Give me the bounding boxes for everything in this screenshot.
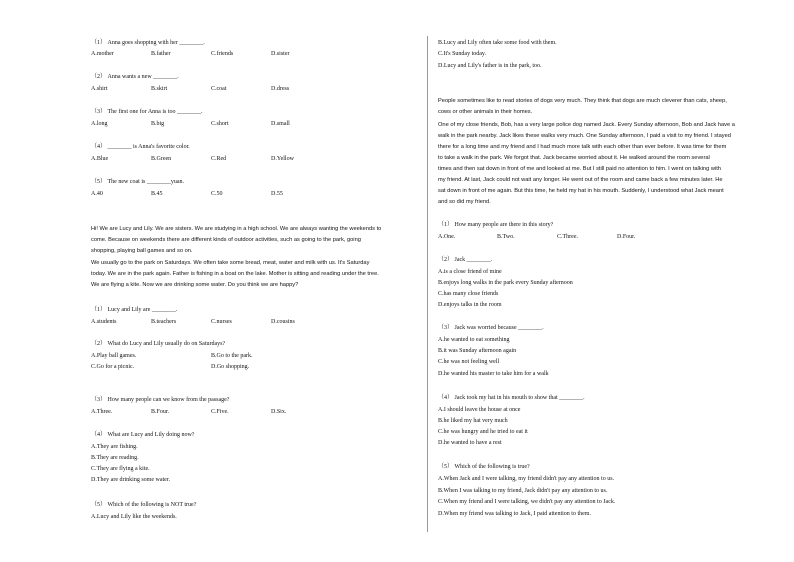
option[interactable]: B.teachers [151,319,177,325]
passage-line: sat down in front of me again. But this time, he held my hat in his mouth. Suddenly, I understood what Jack meant [438,188,724,194]
option[interactable]: B.enjoys long walks in the park every Sunday afternoon [438,280,573,286]
passage-line: cows or other animals in their homes. [438,109,533,115]
option[interactable]: B.45 [151,191,163,197]
option[interactable]: A.he wanted to eat something [438,337,510,343]
passage-line: walk in the park nearby. Jack likes these walks very much. One Sunday afternoon, I paid a visit to my friend. I stayed [438,133,731,139]
column-divider [427,36,428,532]
option[interactable]: A.I should leave the house at once [438,407,521,413]
option[interactable]: D.he wanted to have a rest [438,440,502,446]
option[interactable]: C.short [211,121,229,127]
passage-line: times and then sat down in front of me and looked at me. But I still paid no attention to him. I went on talking with [438,166,721,172]
option[interactable]: D.Six. [271,409,287,415]
passage-line: today. We are in the park again. Father is fishing in a boat on the lake. Mother is sitting and reading under the tree. [91,271,379,277]
option[interactable]: C.coat [211,86,227,92]
option[interactable]: D.Yellow [271,156,294,162]
option[interactable]: C.Three. [557,234,578,240]
option[interactable]: A.is a close friend of mine [438,269,502,275]
option[interactable]: B.When I was talking to my friend, Jack didn't pay any attention to us. [438,488,608,494]
option[interactable]: C.They are flying a kite. [91,466,150,472]
passage-line: come. Because on weekends there are different kinds of outdoor activities, such as going to the park, going [91,237,361,243]
passage-line: and so did my friend. [438,199,491,205]
option[interactable]: C.nurses [211,319,232,325]
option[interactable]: B.it was Sunday afternoon again [438,348,517,354]
option[interactable]: B.skirt [151,86,168,92]
option[interactable]: A.Play ball games. [91,353,137,359]
option[interactable]: D.he wanted his master to take him for a walk [438,371,549,377]
option[interactable]: A.students [91,319,117,325]
question-3-3: （3） Jack was worried because ________. [438,325,544,331]
option[interactable]: D.Lucy and Lily's father is in the park, too. [438,63,542,69]
option[interactable]: B.Two. [497,234,515,240]
option[interactable]: B.big [151,121,165,127]
option[interactable]: C.he was not feeling well [438,359,500,365]
passage-line: shopping, playing ball games and so on. [91,248,193,254]
option[interactable]: B.he liked my hat very much [438,418,508,424]
option[interactable]: A.One. [438,234,456,240]
option[interactable]: A.When Jack and I were talking, my friend didn't pay any attention to us. [438,476,615,482]
option[interactable]: D.Go shopping. [211,364,250,370]
option[interactable]: C.When my friend and I were talking, we didn't pay any attention to Jack. [438,499,616,505]
option[interactable]: B.Green [151,156,172,162]
option[interactable]: C.Red [211,156,227,162]
option[interactable]: D.55 [271,191,283,197]
question-3-4: （4） Jack took my hat in his mouth to show that ________. [438,395,585,401]
option[interactable]: A.Lucy and Lily like the weekends. [91,514,177,520]
question-1-1: （1） Anna goes shopping with her ________. [91,40,205,46]
option[interactable]: D.sister [271,51,290,57]
option[interactable]: C.It's Sunday today. [438,51,487,57]
option[interactable]: B.father [151,51,171,57]
passage-line: We are flying a kite. Now we are drinking some water. Do you think we are happy? [91,282,299,288]
question-2-1: （1） Lucy and Lily are ________. [91,307,178,313]
option[interactable]: B.Go to the park. [211,353,253,359]
question-2-4: （4） What are Lucy and Lily doing now? [91,432,195,438]
option[interactable]: C.Five. [211,409,229,415]
option[interactable]: C.has many close friends [438,291,499,297]
option[interactable]: C.he was hungry and he tried to eat it [438,429,528,435]
option[interactable]: D.They are drinking some water. [91,477,170,483]
option[interactable]: A.40 [91,191,103,197]
passage-line: People sometimes like to read stories of dogs very much. They think that dogs are much cleverer than cats, sheep, [438,98,727,104]
option[interactable]: A.Blue [91,156,109,162]
option[interactable]: D.dress [271,86,290,92]
question-2-5: （5） Which of the following is NOT true? [91,502,197,508]
option[interactable]: A.They are fishing. [91,444,138,450]
question-1-3: （3） The first one for Anna is too ________. [91,109,203,115]
option[interactable]: A.shirt [91,86,108,92]
question-3-1: （1） How many people are there in this story? [438,222,554,228]
question-1-2: （2） Anna wants a new ________. [91,74,179,80]
question-2-3: （3） How many people can we know from the passage? [91,397,230,403]
question-2-2: （2） What do Lucy and Lily usually do on Saturdays? [91,341,226,347]
option[interactable]: C.friends [211,51,234,57]
question-3-2: （2） Jack ________. [438,257,493,263]
option[interactable]: C.50 [211,191,223,197]
question-1-5: （5） The new coat is ________yuan. [91,179,184,185]
passage-line: there for a long time and my friend and I had much more talk with each other than ever before. It was time for them [438,144,727,150]
option[interactable]: D.enjoys talks in the room [438,302,502,308]
option[interactable]: D.Four. [617,234,636,240]
option[interactable]: A.Three. [91,409,113,415]
passage-line: my friend. At last, Jack could not wait any longer. He went out of the room and came back a few minutes later. He [438,177,723,183]
option[interactable]: B.They are reading. [91,455,139,461]
option[interactable]: C.Go for a picnic. [91,364,135,370]
passage-line: We usually go to the park on Saturdays. We often take some bread, meat, water and milk with us. It's Saturday [91,260,370,266]
question-3-5: （5） Which of the following is true? [438,464,530,470]
option[interactable]: B.Four. [151,409,170,415]
option[interactable]: A.long [91,121,108,127]
option[interactable]: D.When my friend was talking to Jack, I paid attention to them. [438,511,591,517]
option[interactable]: D.small [271,121,290,127]
passage-line: One of my close friends, Bob, has a very large police dog named Jack. Every Sunday afternoon, Bob and Jack have a [438,122,735,128]
option[interactable]: D.cousins [271,319,295,325]
option[interactable]: B.Lucy and Lily often take some food with them. [438,40,557,46]
option[interactable]: A.mother [91,51,114,57]
passage-line: to take a walk in the park. We forgot that. Jack became worried about it. He walked around the room several [438,155,710,161]
passage-line: Hi! We are Lucy and Lily. We are sisters. We are studying in a high school. We are always wanting the weekends to [91,226,382,232]
question-1-4: （4） ________ is Anna's favorite color. [91,144,190,150]
